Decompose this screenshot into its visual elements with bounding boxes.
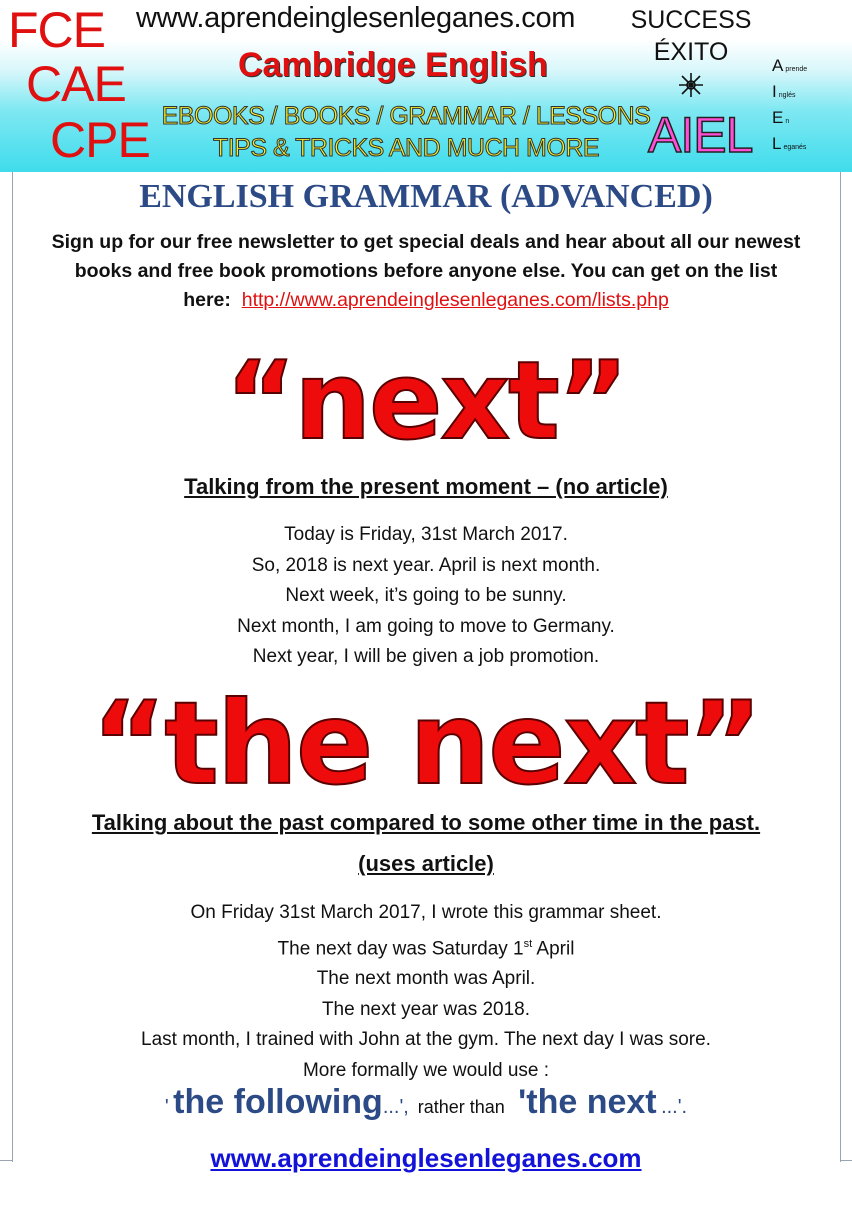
- newsletter-here-label: here:: [183, 289, 231, 311]
- acronym-i: Inglés: [772, 82, 796, 101]
- example-line: The next year was 2018.: [321, 998, 531, 1020]
- formal-comparison: ' the following...', rather than 'the next ...'.: [164, 1083, 688, 1121]
- header-banner: [0, 0, 852, 172]
- tagline-line1: EBOOKS / BOOKS / GRAMMAR / LESSONS: [161, 102, 651, 130]
- subtitle-uses-article: (uses article): [358, 851, 494, 876]
- example-line: On Friday 31st March 2017, I wrote this grammar sheet.: [190, 902, 662, 923]
- site-url-header[interactable]: www.aprendeinglesenleganes.com: [136, 2, 576, 34]
- success-label: SUCCESS: [630, 6, 752, 34]
- example-line: Last month, I trained with John at the gym. The next day I was sore.: [141, 1029, 711, 1051]
- acronym-a: Aprende: [772, 56, 808, 75]
- tagline-line2: TIPS & TRICKS AND MUCH MORE: [212, 134, 600, 162]
- acronym-l: Leganés: [772, 134, 807, 153]
- subtitle-present: Talking from the present moment – (no article): [184, 474, 668, 499]
- acronym-e: En: [772, 108, 790, 127]
- exam-cae: CAE: [26, 56, 126, 112]
- example-line: More formally we would use :: [302, 1059, 550, 1081]
- snowflake-icon: [677, 71, 705, 99]
- newsletter-text: [0, 228, 852, 315]
- footer-url-link[interactable]: www.aprendeinglesenleganes.com: [210, 1143, 642, 1173]
- rather-than-label: rather than: [417, 1097, 505, 1117]
- example-line: The next day was Saturday 1st April: [277, 937, 575, 959]
- brand-title: Cambridge English: [238, 46, 548, 84]
- example-line: Next year, I will be given a job promotion.: [252, 646, 600, 667]
- example-line: The next month was April.: [316, 968, 536, 990]
- heading-the-next: “the next”: [91, 677, 761, 810]
- example-line: Next month, I am going to move to Germany.: [237, 615, 615, 637]
- exam-fce: FCE: [8, 2, 105, 58]
- example-line: Next week, it’s going to be sunny.: [285, 585, 567, 606]
- phrase-the-following: the following: [173, 1083, 383, 1121]
- exito-label: ÉXITO: [653, 38, 729, 66]
- newsletter-line2: books and free book promotions before anyone else. You can get on the list: [74, 260, 778, 282]
- exam-cpe: CPE: [50, 112, 150, 168]
- examples-next: [0, 520, 852, 673]
- example-line: Today is Friday, 31st March 2017.: [284, 524, 568, 545]
- newsletter-line3: [0, 286, 852, 315]
- page-title: ENGLISH GRAMMAR (ADVANCED): [139, 178, 713, 215]
- subtitle-past: Talking about the past compared to some other time in the past.: [91, 810, 761, 835]
- aiel-logo: AIEL: [648, 107, 753, 163]
- newsletter-link[interactable]: http://www.aprendeinglesenleganes.com/lists.php: [241, 289, 669, 311]
- example-line: So, 2018 is next year. April is next month.: [251, 554, 601, 576]
- phrase-the-next: the next: [526, 1083, 657, 1121]
- newsletter-line1: Sign up for our free newsletter to get special deals and hear about all our newest: [51, 231, 801, 253]
- examples-the-next: [0, 898, 852, 1086]
- heading-next: “next”: [225, 339, 627, 464]
